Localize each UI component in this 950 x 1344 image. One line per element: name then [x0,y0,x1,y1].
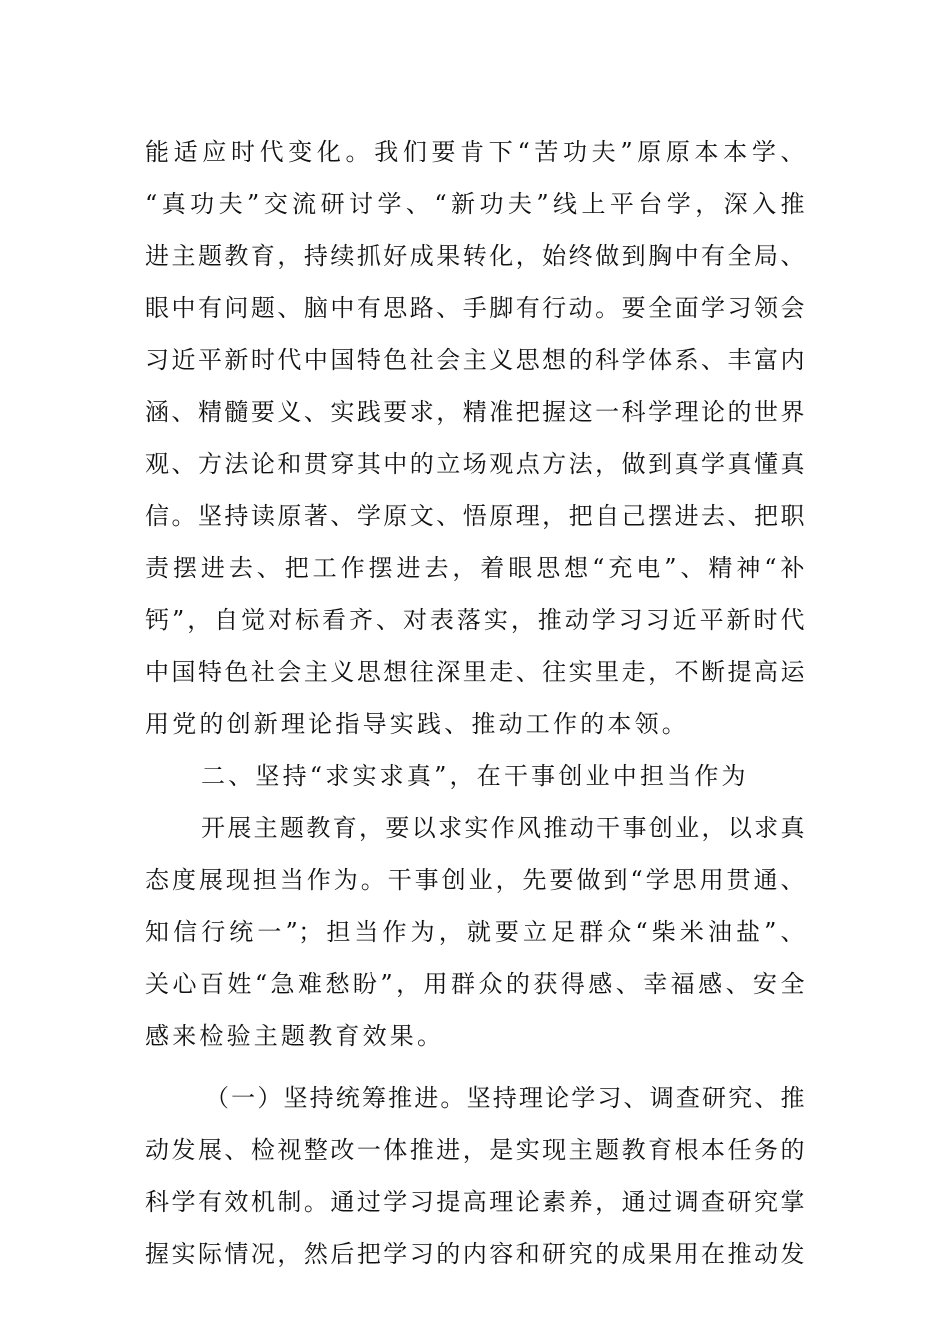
text-line: 动发展、检视整改一体推进，是实现主题教育根本任务的 [145,1136,805,1164]
text-line: 开展主题教育，要以求实作风推动干事创业，以求真 [201,814,805,842]
text-line: 进主题教育，持续抓好成果转化，始终做到胸中有全局、 [145,242,805,270]
text-line: 态度展现担当作为。干事创业，先要做到“学思用贯通、 [145,866,805,894]
text-line: 握实际情况，然后把学习的内容和研究的成果用在推动发 [145,1240,805,1268]
text-line: 关心百姓“急难愁盼”，用群众的获得感、幸福感、安全 [145,970,805,998]
text-line: 知信行统一”；担当作为，就要立足群众“柴米油盐”、 [145,918,805,946]
text-line: “真功夫”交流研讨学、“新功夫”线上平台学，深入推 [145,190,805,218]
subsection-line: （一）坚持统筹推进。坚持理论学习、调查研究、推 [205,1084,805,1112]
text-line: 用党的创新理论指导实践、推动工作的本领。 [145,710,689,738]
text-line: 习近平新时代中国特色社会主义思想的科学体系、丰富内 [145,346,805,374]
text-line: 科学有效机制。通过学习提高理论素养，通过调查研究掌 [145,1188,805,1216]
text-line: 观、方法论和贯穿其中的立场观点方法，做到真学真懂真 [145,450,805,478]
text-line: 涵、精髓要义、实践要求，精准把握这一科学理论的世界 [145,398,805,426]
text-line: 中国特色社会主义思想往深里走、往实里走，不断提高运 [145,658,805,686]
section-heading: 二、坚持“求实求真”，在干事创业中担当作为 [201,762,749,790]
text-line: 眼中有问题、脑中有思路、手脚有行动。要全面学习领会 [145,294,805,322]
text-line: 责摆进去、把工作摆进去，着眼思想“充电”、精神“补 [145,554,805,582]
text-line: 钙”，自觉对标看齐、对表落实，推动学习习近平新时代 [145,606,805,634]
document-body [145,126,805,1280]
text-line: 信。坚持读原著、学原文、悟原理，把自己摆进去、把职 [145,502,805,530]
text-line: 能适应时代变化。我们要肯下“苦功夫”原原本本学、 [145,138,805,166]
text-line: 感来检验主题教育效果。 [145,1022,445,1050]
